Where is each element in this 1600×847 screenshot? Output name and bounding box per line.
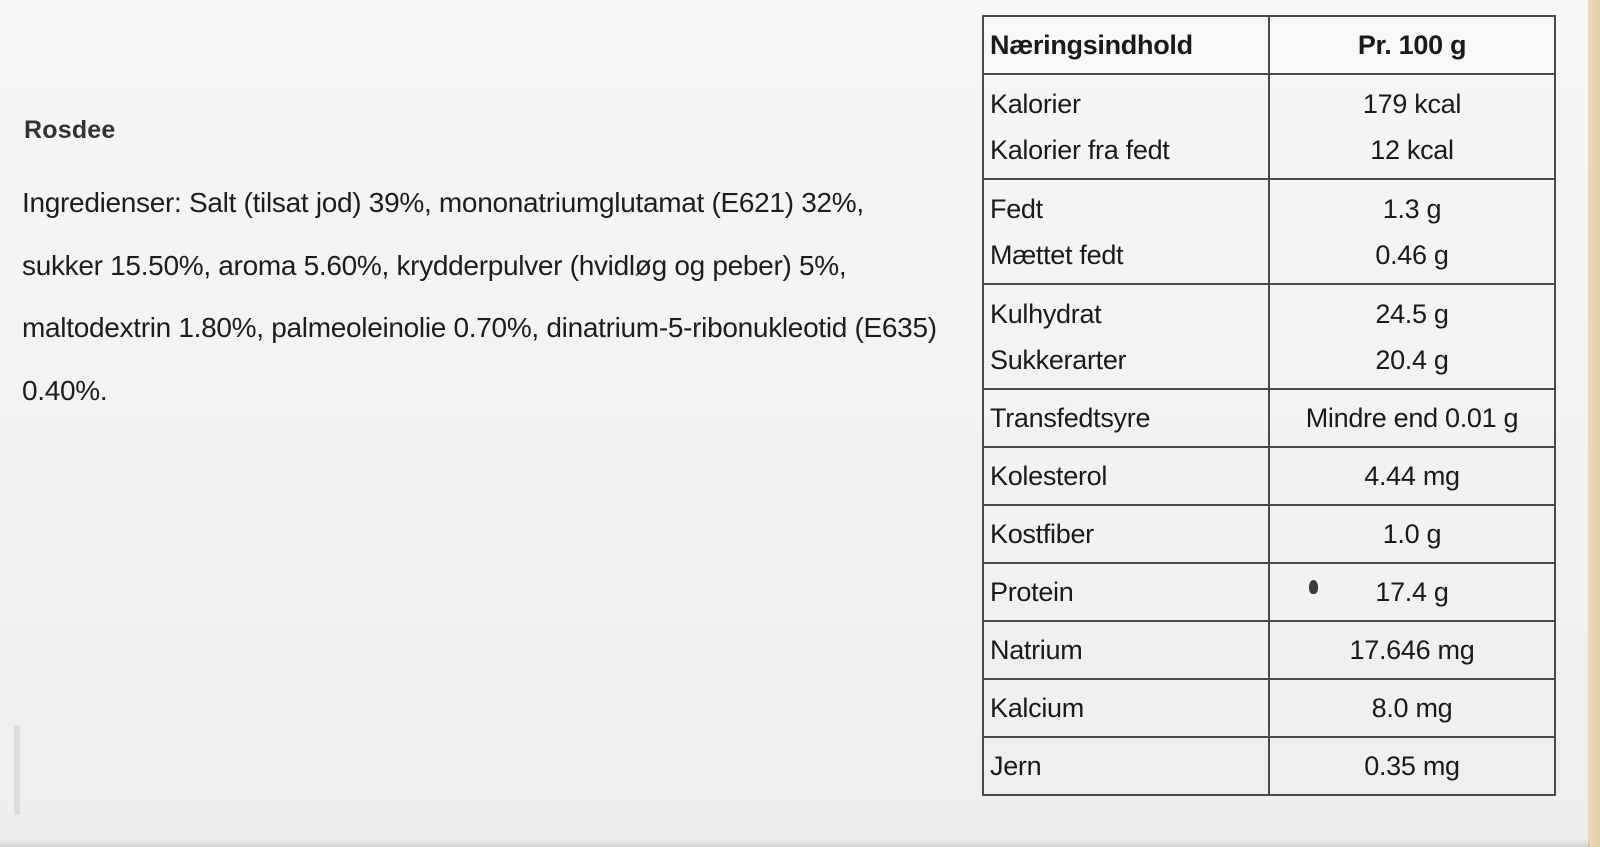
product-name: Rosdee — [24, 116, 116, 144]
nutrient-value: Mindre end 0.01 g — [1305, 403, 1519, 433]
ingredients-label: Ingredienser: — [22, 187, 182, 218]
package-edge — [1588, 0, 1600, 847]
nutrient-value: 20.4 g — [1375, 344, 1449, 375]
nutrition-row — [983, 505, 1555, 563]
nutrition-row — [983, 621, 1555, 679]
nutrient-value-cell — [1269, 737, 1555, 795]
nutrient-name: Sukkerarter — [990, 344, 1127, 375]
nutrient-name: Natrium — [990, 635, 1083, 665]
nutrient-name: Jern — [990, 751, 1042, 781]
nutrient-name-cell — [983, 447, 1269, 505]
nutrient-value: 179 kcal — [1362, 88, 1462, 119]
nutrient-name-cell — [983, 737, 1269, 795]
nutrient-name: Mættet fedt — [990, 239, 1124, 270]
nutrient-name: Kalorier — [990, 88, 1081, 119]
nutrient-value: 8.0 mg — [1371, 693, 1453, 723]
nutrient-name-cell — [983, 179, 1269, 284]
nutrient-value-cell — [1269, 505, 1555, 563]
nutrient-name-cell — [983, 74, 1269, 179]
nutrient-name-cell — [983, 621, 1269, 679]
nutrient-name: Fedt — [990, 193, 1043, 224]
nutrient-name: Kolesterol — [990, 461, 1108, 491]
nutrition-header-value: Pr. 100 g — [1269, 16, 1555, 74]
nutrient-value: 17.4 g — [1375, 577, 1449, 607]
nutrient-name: Protein — [990, 577, 1074, 607]
nutrient-name-cell — [983, 563, 1269, 621]
bottom-shadow — [0, 839, 1590, 847]
nutrient-value: 17.646 mg — [1349, 635, 1475, 665]
ingredients-list: Salt (tilsat jod) 39%, mononatriumglutamat (E621) 32%, sukker 15.50%, aroma 5.60%, krydderpulver (hvidløg og peber) 5%, maltodextrin 1.80%, palmeoleinolie 0.70%, dinatrium-5-ribonukleotid (E635) 0.40%. — [22, 187, 937, 406]
nutrient-value-cell — [1269, 679, 1555, 737]
nutrient-name: Kalcium — [990, 693, 1084, 723]
nutrient-value: 1.0 g — [1382, 519, 1442, 549]
nutrient-value: 12 kcal — [1370, 134, 1454, 165]
nutrient-value-cell — [1269, 621, 1555, 679]
nutrition-row — [983, 563, 1555, 621]
ingredients-text — [22, 172, 942, 422]
nutrition-table — [982, 15, 1556, 796]
nutrition-row — [983, 737, 1555, 795]
nutrient-value: 4.44 mg — [1364, 461, 1460, 491]
nutrient-value-cell — [1269, 74, 1555, 179]
nutrition-row — [983, 74, 1555, 179]
nutrition-row — [983, 679, 1555, 737]
nutrition-header-row — [983, 16, 1555, 74]
nutrition-row — [983, 447, 1555, 505]
nutrition-header-name: Næringsindhold — [983, 16, 1269, 74]
nutrient-value-cell — [1269, 284, 1555, 389]
nutrient-name: Kulhydrat — [990, 298, 1102, 329]
nutrient-name-cell — [983, 284, 1269, 389]
nutrient-value: 24.5 g — [1375, 298, 1449, 329]
nutrition-row — [983, 284, 1555, 389]
nutrient-value-cell — [1269, 447, 1555, 505]
nutrient-value: 0.35 mg — [1364, 751, 1460, 781]
nutrient-name-cell — [983, 505, 1269, 563]
nutrient-name-cell — [983, 389, 1269, 447]
print-speck — [1309, 580, 1318, 594]
nutrient-value-cell — [1269, 179, 1555, 284]
nutrition-row — [983, 389, 1555, 447]
edge-mark — [14, 725, 20, 815]
nutrient-value: 0.46 g — [1375, 239, 1449, 270]
nutrient-name: Kalorier fra fedt — [990, 134, 1170, 165]
nutrient-value: 1.3 g — [1382, 193, 1442, 224]
nutrition-row — [983, 179, 1555, 284]
nutrient-value-cell — [1269, 389, 1555, 447]
nutrient-name: Kostfiber — [990, 519, 1094, 549]
nutrient-name-cell — [983, 679, 1269, 737]
nutrient-name: Transfedtsyre — [990, 403, 1151, 433]
